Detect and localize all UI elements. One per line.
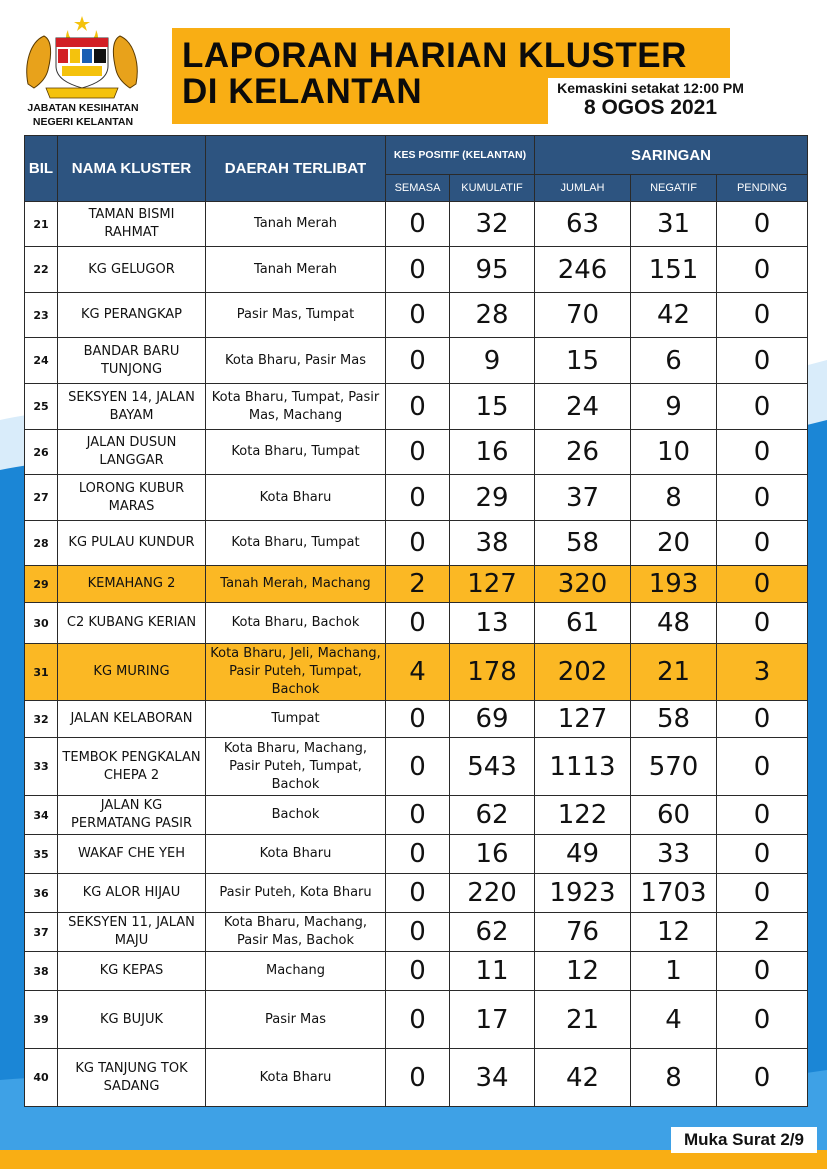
cell-daerah: Kota Bharu, Tumpat: [206, 430, 386, 475]
cell-nama: C2 KUBANG KERIAN: [58, 603, 206, 644]
cell-semasa: 0: [386, 796, 450, 835]
department-name: [8, 101, 158, 129]
cell-pending: 0: [717, 430, 808, 475]
cell-daerah: Kota Bharu, Machang, Pasir Puteh, Tumpat, Bachok: [206, 738, 386, 796]
cell-jumlah: 12: [535, 952, 631, 991]
cell-daerah: Machang: [206, 952, 386, 991]
cell-jumlah: 61: [535, 603, 631, 644]
coat-of-arms-icon: [22, 14, 142, 100]
header-daerah-terlibat: DAERAH TERLIBAT: [206, 136, 386, 202]
cell-jumlah: 24: [535, 384, 631, 430]
cell-semasa: 0: [386, 913, 450, 952]
table-row: [25, 738, 808, 796]
cell-semasa: 0: [386, 202, 450, 247]
table-row: [25, 566, 808, 603]
cell-bil: 28: [25, 521, 58, 566]
cell-negatif: 151: [631, 247, 717, 293]
header-semasa: SEMASA: [386, 175, 450, 202]
cell-bil: 27: [25, 475, 58, 521]
table-row: [25, 1049, 808, 1107]
cell-jumlah: 1113: [535, 738, 631, 796]
cell-pending: 0: [717, 521, 808, 566]
cell-nama: KEMAHANG 2: [58, 566, 206, 603]
department-line-1: JABATAN KESIHATAN: [27, 102, 139, 114]
cell-semasa: 0: [386, 835, 450, 874]
table-row: [25, 701, 808, 738]
cell-negatif: 10: [631, 430, 717, 475]
cell-jumlah: 49: [535, 835, 631, 874]
cell-bil: 38: [25, 952, 58, 991]
cell-semasa: 2: [386, 566, 450, 603]
table-row: [25, 202, 808, 247]
table-row: [25, 338, 808, 384]
cell-daerah: Kota Bharu, Tumpat, Pasir Mas, Machang: [206, 384, 386, 430]
cell-daerah: Pasir Mas: [206, 991, 386, 1049]
cell-pending: 2: [717, 913, 808, 952]
cell-daerah: Kota Bharu, Jeli, Machang, Pasir Puteh, Tumpat, Bachok: [206, 644, 386, 701]
cell-jumlah: 320: [535, 566, 631, 603]
cell-nama: SEKSYEN 14, JALAN BAYAM: [58, 384, 206, 430]
cell-nama: TAMAN BISMI RAHMAT: [58, 202, 206, 247]
table-row: [25, 603, 808, 644]
page-number: Muka Surat 2/9: [671, 1127, 817, 1153]
cell-jumlah: 202: [535, 644, 631, 701]
cell-kumulatif: 15: [450, 384, 535, 430]
update-info: [548, 78, 753, 126]
table-row: [25, 913, 808, 952]
cell-bil: 23: [25, 293, 58, 338]
cell-daerah: Kota Bharu, Pasir Mas: [206, 338, 386, 384]
cell-pending: 0: [717, 202, 808, 247]
cell-daerah: Kota Bharu, Bachok: [206, 603, 386, 644]
header-jumlah: JUMLAH: [535, 175, 631, 202]
table-row: [25, 952, 808, 991]
table-row: [25, 644, 808, 701]
cell-pending: 0: [717, 338, 808, 384]
table-row: [25, 991, 808, 1049]
cell-negatif: 20: [631, 521, 717, 566]
cell-daerah: Kota Bharu: [206, 835, 386, 874]
cell-nama: JALAN DUSUN LANGGAR: [58, 430, 206, 475]
cell-bil: 31: [25, 644, 58, 701]
header-bil: BIL: [25, 136, 58, 202]
cell-semasa: 0: [386, 603, 450, 644]
cell-semasa: 0: [386, 338, 450, 384]
cell-bil: 37: [25, 913, 58, 952]
cell-pending: 0: [717, 293, 808, 338]
cell-negatif: 31: [631, 202, 717, 247]
cell-nama: BANDAR BARU TUNJONG: [58, 338, 206, 384]
cell-pending: 0: [717, 603, 808, 644]
cell-kumulatif: 11: [450, 952, 535, 991]
cell-jumlah: 1923: [535, 874, 631, 913]
cell-semasa: 0: [386, 293, 450, 338]
department-line-2: NEGERI KELANTAN: [32, 116, 134, 128]
cell-bil: 30: [25, 603, 58, 644]
cell-jumlah: 26: [535, 430, 631, 475]
cell-pending: 0: [717, 991, 808, 1049]
cell-jumlah: 63: [535, 202, 631, 247]
cell-nama: KG PERANGKAP: [58, 293, 206, 338]
cell-kumulatif: 69: [450, 701, 535, 738]
cell-semasa: 0: [386, 952, 450, 991]
cell-pending: 0: [717, 952, 808, 991]
cell-bil: 25: [25, 384, 58, 430]
cell-negatif: 8: [631, 475, 717, 521]
cell-negatif: 1: [631, 952, 717, 991]
table-row: [25, 796, 808, 835]
header-kes-positif: KES POSITIF (KELANTAN): [386, 136, 535, 175]
cell-negatif: 33: [631, 835, 717, 874]
cell-pending: 0: [717, 701, 808, 738]
cell-nama: LORONG KUBUR MARAS: [58, 475, 206, 521]
cell-nama: SEKSYEN 11, JALAN MAJU: [58, 913, 206, 952]
cell-semasa: 0: [386, 430, 450, 475]
cell-nama: WAKAF CHE YEH: [58, 835, 206, 874]
cell-semasa: 0: [386, 874, 450, 913]
cell-jumlah: 58: [535, 521, 631, 566]
cell-nama: JALAN KG PERMATANG PASIR: [58, 796, 206, 835]
cell-kumulatif: 95: [450, 247, 535, 293]
cell-pending: 0: [717, 796, 808, 835]
cell-negatif: 570: [631, 738, 717, 796]
cell-semasa: 0: [386, 247, 450, 293]
header-negatif: NEGATIF: [631, 175, 717, 202]
cell-jumlah: 127: [535, 701, 631, 738]
cell-negatif: 1703: [631, 874, 717, 913]
cell-jumlah: 76: [535, 913, 631, 952]
cell-daerah: Tumpat: [206, 701, 386, 738]
title-line-2: DI KELANTAN: [182, 72, 423, 111]
cell-kumulatif: 16: [450, 835, 535, 874]
cell-bil: 24: [25, 338, 58, 384]
cell-daerah: Pasir Mas, Tumpat: [206, 293, 386, 338]
table-row: [25, 384, 808, 430]
cell-negatif: 42: [631, 293, 717, 338]
cell-negatif: 193: [631, 566, 717, 603]
cell-daerah: Bachok: [206, 796, 386, 835]
cell-kumulatif: 62: [450, 796, 535, 835]
cell-daerah: Kota Bharu: [206, 1049, 386, 1107]
cell-kumulatif: 28: [450, 293, 535, 338]
cell-negatif: 21: [631, 644, 717, 701]
cell-negatif: 8: [631, 1049, 717, 1107]
cell-negatif: 4: [631, 991, 717, 1049]
cell-nama: KG ALOR HIJAU: [58, 874, 206, 913]
cell-pending: 0: [717, 475, 808, 521]
cell-daerah: Pasir Puteh, Kota Bharu: [206, 874, 386, 913]
cell-nama: KG GELUGOR: [58, 247, 206, 293]
cell-daerah: Tanah Merah: [206, 247, 386, 293]
cell-semasa: 0: [386, 991, 450, 1049]
cell-pending: 0: [717, 738, 808, 796]
title-line-1: LAPORAN HARIAN KLUSTER: [182, 36, 687, 75]
cell-kumulatif: 32: [450, 202, 535, 247]
cell-nama: KG TANJUNG TOK SADANG: [58, 1049, 206, 1107]
table-row: [25, 521, 808, 566]
cell-semasa: 0: [386, 738, 450, 796]
cell-jumlah: 37: [535, 475, 631, 521]
cell-kumulatif: 13: [450, 603, 535, 644]
table-row: [25, 430, 808, 475]
cell-jumlah: 70: [535, 293, 631, 338]
header-pending: PENDING: [717, 175, 808, 202]
cell-jumlah: 122: [535, 796, 631, 835]
cell-jumlah: 21: [535, 991, 631, 1049]
cell-pending: 0: [717, 247, 808, 293]
cell-bil: 26: [25, 430, 58, 475]
update-date: 8 OGOS 2021: [583, 96, 718, 119]
header-saringan: SARINGAN: [535, 136, 808, 175]
cell-semasa: 4: [386, 644, 450, 701]
cell-nama: KG KEPAS: [58, 952, 206, 991]
cell-daerah: Tanah Merah, Machang: [206, 566, 386, 603]
cell-pending: 0: [717, 835, 808, 874]
cell-kumulatif: 17: [450, 991, 535, 1049]
cell-daerah: Kota Bharu, Machang, Pasir Mas, Bachok: [206, 913, 386, 952]
cell-kumulatif: 543: [450, 738, 535, 796]
cluster-table: [24, 135, 807, 1107]
table-row: [25, 293, 808, 338]
cell-jumlah: 42: [535, 1049, 631, 1107]
cell-bil: 22: [25, 247, 58, 293]
cell-pending: 0: [717, 1049, 808, 1107]
table-row: [25, 475, 808, 521]
cell-kumulatif: 62: [450, 913, 535, 952]
table-row: [25, 874, 808, 913]
table-row: [25, 247, 808, 293]
cell-semasa: 0: [386, 701, 450, 738]
update-label: Kemaskini setakat 12:00 PM: [557, 80, 744, 96]
cell-negatif: 48: [631, 603, 717, 644]
cell-daerah: Kota Bharu, Tumpat: [206, 521, 386, 566]
cell-negatif: 9: [631, 384, 717, 430]
cell-kumulatif: 29: [450, 475, 535, 521]
cell-pending: 0: [717, 874, 808, 913]
header-nama-kluster: NAMA KLUSTER: [58, 136, 206, 202]
cell-pending: 0: [717, 384, 808, 430]
cell-negatif: 60: [631, 796, 717, 835]
cell-semasa: 0: [386, 1049, 450, 1107]
cell-bil: 34: [25, 796, 58, 835]
cell-jumlah: 15: [535, 338, 631, 384]
cell-negatif: 6: [631, 338, 717, 384]
cell-bil: 36: [25, 874, 58, 913]
cell-jumlah: 246: [535, 247, 631, 293]
cell-nama: KG MURING: [58, 644, 206, 701]
cell-kumulatif: 178: [450, 644, 535, 701]
cell-bil: 29: [25, 566, 58, 603]
cell-bil: 39: [25, 991, 58, 1049]
cell-bil: 21: [25, 202, 58, 247]
cell-nama: KG PULAU KUNDUR: [58, 521, 206, 566]
cell-daerah: Tanah Merah: [206, 202, 386, 247]
cell-daerah: Kota Bharu: [206, 475, 386, 521]
table-body: [25, 202, 808, 1107]
cell-kumulatif: 16: [450, 430, 535, 475]
cell-nama: TEMBOK PENGKALAN CHEPA 2: [58, 738, 206, 796]
cell-negatif: 58: [631, 701, 717, 738]
cell-bil: 40: [25, 1049, 58, 1107]
cell-semasa: 0: [386, 521, 450, 566]
cell-kumulatif: 38: [450, 521, 535, 566]
cell-semasa: 0: [386, 384, 450, 430]
cell-kumulatif: 220: [450, 874, 535, 913]
cell-kumulatif: 127: [450, 566, 535, 603]
cell-semasa: 0: [386, 475, 450, 521]
cell-pending: 0: [717, 566, 808, 603]
cell-bil: 35: [25, 835, 58, 874]
cell-kumulatif: 34: [450, 1049, 535, 1107]
cell-kumulatif: 9: [450, 338, 535, 384]
cell-nama: KG BUJUK: [58, 991, 206, 1049]
cell-nama: JALAN KELABORAN: [58, 701, 206, 738]
cell-pending: 3: [717, 644, 808, 701]
cell-bil: 32: [25, 701, 58, 738]
cell-negatif: 12: [631, 913, 717, 952]
header-kumulatif: KUMULATIF: [450, 175, 535, 202]
table-row: [25, 835, 808, 874]
cell-bil: 33: [25, 738, 58, 796]
